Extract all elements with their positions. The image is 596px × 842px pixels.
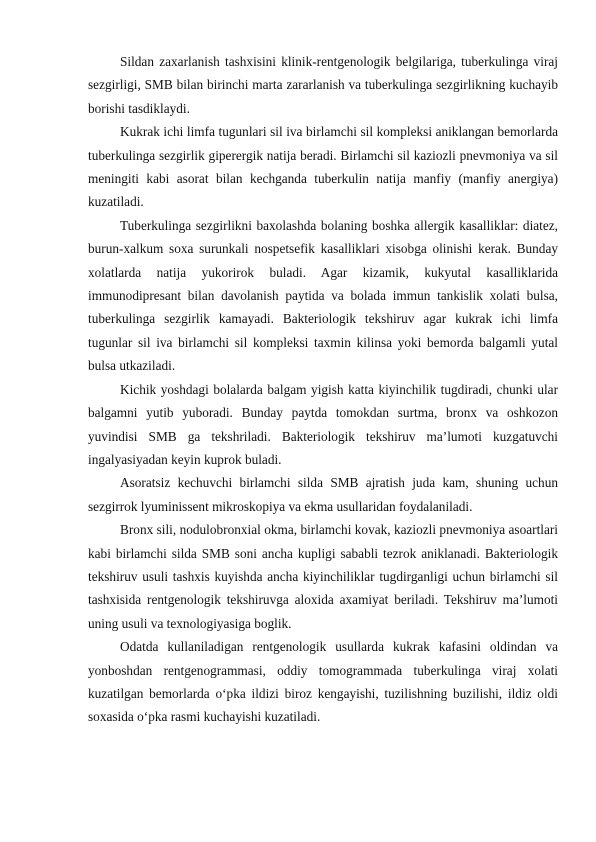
paragraph-4: Kichik yoshdagi bolalarda balgam yigish katta kiyinchilik tugdiradi, chunki ular balgamni yutib yuboradi. Bunday paytda tomokdan surtma, bronx va oshkozon yuvindisi SMB ga tekshriladi. Bakteriologik tekshiruv ma’lumoti kuzgatuvchi ingalyasiyadan keyin kuprok buladi. [88,381,558,467]
body-text [88,50,558,729]
paragraph-2: Kukrak ichi limfa tugunlari sil iva birlamchi sil kompleksi aniklangan bemorlarda tuberkulinga sezgirlik giperergik natija beradi. Birlamchi sil kaziozli pnevmoniya va sil meningiti kabi asorat bilan kechganda tuberkulin natija manfiy (manfiy anergiya) kuzatiladi. [88,124,558,210]
paragraph-5: Asoratsiz kechuvchi birlamchi silda SMB ajratish juda kam, shuning uchun sezgirrok lyuminissent mikroskopiya va ekma usullaridan foydalaniladi. [88,475,558,514]
paragraph-7: Odatda kullaniladigan rentgenologik usullarda kukrak kafasini oldindan va yonboshdan rentgenogrammasi, oddiy tomogrammada tuberkulinga viraj xolati kuzatilgan bemorlarda o‘pka ildizi biroz kengayishi, tuzilishning buzilishi, ildiz oldi soxasida o‘pka rasmi kuchayishi kuzatiladi. [88,639,558,725]
paragraph-1: Sildan zaxarlanish tashxisini klinik-rentgenologik belgilariga, tuberkulinga viraj sezgirligi, SMB bilan birinchi marta zararlanish va tuberkulinga sezgirlikning kuchayib borishi tasdiklaydi. [88,54,558,116]
paragraph-6: Bronx sili, nodulobronxial okma, birlamchi kovak, kaziozli pnevmoniya asoartlari kabi birlamchi silda SMB soni ancha kupligi sababli tezrok aniklanadi. Bakteriologik tekshiruv usuli tashxis kuyishda ancha kiyinchiliklar tugdirganligi uchun birlamchi sil tashxisida rentgenologik tekshiruvga aloxida axamiyat beriladi. Tekshiruv ma’lumoti uning usuli va texnologiyasiga boglik. [88,522,558,631]
paragraph-3: Tuberkulinga sezgirlikni baxolashda bolaning boshka allergik kasalliklar: diatez, burun-xalkum soxa surunkali nospetsefik kasalliklari xisobga olinishi kerak. Bunday xolatlarda natija yukorirok buladi. Agar kizamik, kukyutal kasalliklarida immunodipresant bilan davolanish paytida va bolada immun tankislik xolati bulsa, tuberkulinga sezgirlik kamayadi. Bakteriologik tekshiruv agar kukrak ichi limfa tugunlar sil iva birlamchi sil kompleksi taxmin kilinsa yoki bemorda balgamli yutal bulsa utkaziladi. [88,217,558,374]
